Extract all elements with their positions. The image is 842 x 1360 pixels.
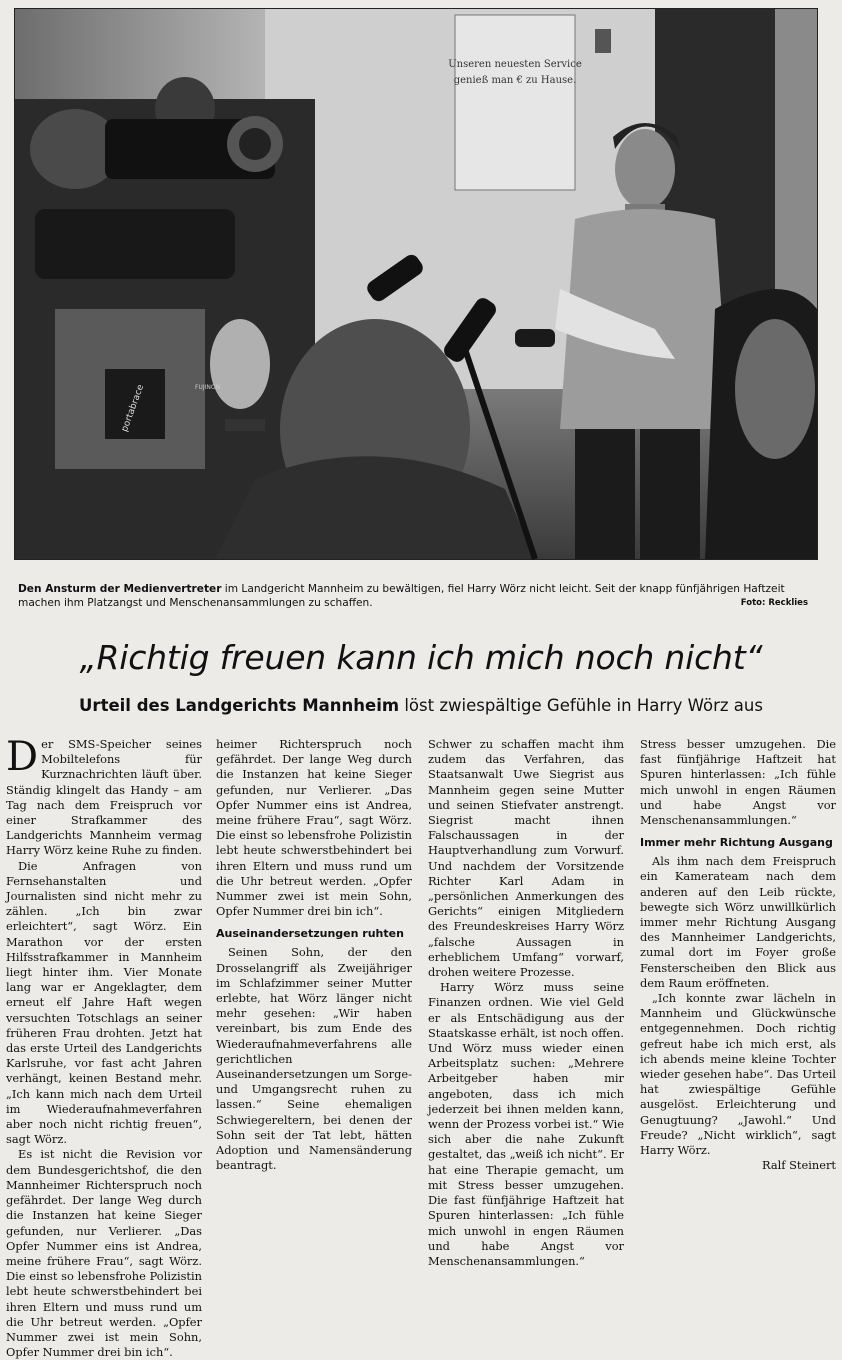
photo-credit: Foto: Recklies [740,598,808,608]
subhead-bold: Urteil des Landgerichts Mannheim [79,696,400,715]
article-paragraph: Die Anfragen von Fernsehanstalten und Journalisten sind nicht mehr zu zählen. „Ich bin zwar erleichtert“, sagt Wörz. Ein Marathon vor der ersten Hilfsstrafkammer in Mannheim liegt hinter ihm. Vier Monate lang war er Angeklagter, dem erneut elf Jahre Haft wegen versuchten Totschlags an seiner früheren Frau drohten. Jetzt hat das erste Urteil des Landgerichts Karlsruhe, vor fast acht Jahren verhängt, keinen Bestand mehr. „Ich kann mich nach dem Urteil im Wiederaufnahmeverfahren aber noch nicht richtig freuen“, sagt Wörz. [6,858,202,1147]
article-paragraph: Es ist nicht die Revision vor dem Bundesgerichtshof, die den Mannheimer Richterspruch noch gefährdet. Der lange Weg durch die Instanzen hat keine Sieger gefunden, nur Verlierer. „Das Opfer Nummer eins ist Andrea, meine frühere Frau“, sagt Wörz. Die einst so lebensfrohe Polizistin lebt heute schwerstbehindert bei ihren Eltern und muss rund um die Uhr betreut werden. „Opfer Nummer zwei ist mein Sohn, Opfer Nummer drei bin ich“. [6,1147,202,1360]
subheadline [0,696,842,715]
article-column-4 [640,737,836,1173]
article-paragraph: Der SMS-Speicher seines Mobiltelefons für Kurznachrichten läuft über. Ständig klingelt das Handy – am Tag nach dem Freispruch vor einer Strafkammer des Landgerichts Mannheim vermag Harry Wörz keine Ruhe zu finden. [6,734,203,858]
press-photo [14,8,818,560]
subhead-rest: löst zwiespältige Gefühle in Harry Wörz aus [399,696,763,715]
article-column-1 [6,734,203,1360]
caption-lead: Den Ansturm der Medienvertreter [18,583,222,595]
section-heading: Immer mehr Richtung Ausgang [640,836,833,850]
microphone [515,329,555,347]
author-byline: Ralf Steinert [762,1158,836,1173]
photo-scene [15,9,817,559]
article-paragraph-continued: Stress besser umzugehen. Die fast fünfjährige Haftzeit hat Spuren hinterlassen: „Ich fühle mich unwohl in engen Räumen und habe Angst vor Menschenansammlungen.“ [640,737,836,828]
caption-text: im Landgericht Mannheim zu bewältigen, fiel Harry Wörz nicht leicht. Seit der knapp fünfjährigen Haftzeit machen ihm Platzangst und Menschenansammlungen zu schaffen. [18,583,785,609]
article-column-2 [216,737,412,1173]
drop-cap: D [6,734,39,780]
article-paragraph: Seinen Sohn, der den Drosselangriff als Zweijähriger im Schlafzimmer seiner Mutter erlebte, hat Wörz länger nicht mehr gesehen: „Wir haben vereinbart, bis zum Ende des Wiederaufnahmeverfahrens alle gerichtlichen Auseinandersetzungen um Sorge- und Umgangsrecht ruhen zu lassen.“ Seine ehemaligen Schwiegereltern, bei denen der Sohn seit der Tat lebt, hätten Adoption und Namensänderung beantragt. [216,945,412,1173]
bag-logo: portabrace [119,383,147,434]
article-paragraph: Harry Wörz muss seine Finanzen ordnen. Wie viel Geld er als Entschädigung aus der Staatskasse erhält, ist noch offen. Und Wörz muss wieder einen Arbeitsplatz suchen: „Mehrere Arbeitgeber haben mir angeboten, dass ich mich jederzeit bei ihnen melden kann, wenn der Prozess vorbei ist.“ Wie sich aber die nahe Zukunft gestaltet, das „weiß ich nicht“. Er hat eine Therapie gemacht, um mit Stress besser umzugehen. Die fast fünfjährige Haftzeit hat Spuren hinterlassen: „Ich fühle mich unwohl in engen Räumen und habe Angst vor Menschenansammlungen.“ [428,980,624,1268]
article-paragraph: Als ihm nach dem Freispruch ein Kamerateam nach dem anderen auf den Leib rückte, bewegte sich Wörz unwillkürlich immer mehr Richtung Ausgang des Mannheimer Landgerichts, zumal dort im Foyer große Fensterscheiben den Blick aus dem Raum eröffneten. [640,854,836,990]
section-heading: Auseinandersetzungen ruhten [216,927,404,941]
article-paragraph-continued: heimer Richterspruch noch gefährdet. Der lange Weg durch die Instanzen hat keine Sieger gefunden, nur Verlierer. „Das Opfer Nummer eins ist Andrea, meine frühere Frau“, sagt Wörz. Die einst so lebensfrohe Polizistin lebt heute schwerstbehindert bei ihren Eltern und muss rund um die Uhr betreut werden. „Opfer Nummer zwei ist mein Sohn, Opfer Nummer drei bin ich“. [216,737,412,919]
article-paragraph: „Ich konnte zwar lächeln in Mannheim und Glückwünsche entgegennehmen. Doch richtig gefreut habe ich mich erst, als ich abends meine kleine Tochter wieder gesehen habe“. Das Urteil hat zwiespältige Gefühle ausgelöst. Erleichterung und Genugtuung? „Jawohl.“ Und Freude? „Nicht wirklich“, sagt Harry Wörz. [640,991,836,1158]
headline: „Richtig freuen kann ich mich noch nicht“ [79,638,763,677]
poster-text-2: genieß man € zu Hause. [453,75,577,86]
article-paragraph: Schwer zu schaffen macht ihm zudem das Verfahren, das Staatsanwalt Uwe Siegrist aus Mannheim gegen seine Mutter und seinen Stiefvater anstrengt. Siegrist macht ihnen Falschaussagen in der Hauptverhandlung zum Vorwurf. Und nachdem der Vorsitzende Richter Karl Adam in „persönlichen Anmerkungen des Gerichts“ einigen Mitgliedern des Freundeskreises Harry Wörz „falsche Aussagen in erheblichem Umfang“ vorwarf, drohen weitere Prozesse. [428,737,624,980]
photo-caption [18,582,818,610]
article-column-3 [428,737,624,1268]
poster-text-1: Unseren neuesten Service [448,59,582,70]
camera-brand: FUJINON [195,384,221,391]
